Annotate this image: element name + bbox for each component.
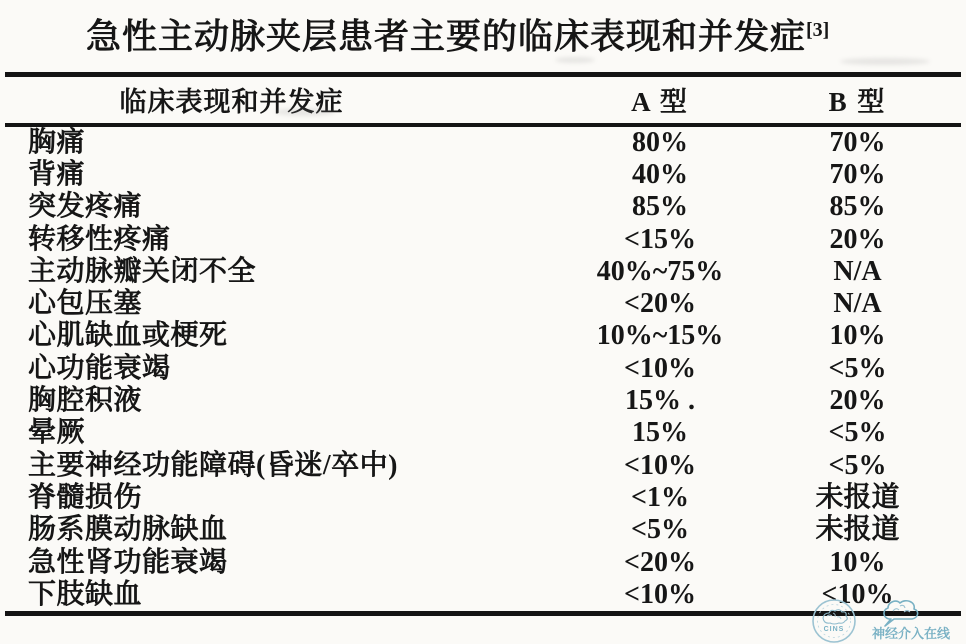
type-a-value: <10% — [624, 352, 696, 384]
table-row — [0, 482, 966, 514]
type-a-value: <20% — [624, 288, 696, 320]
type-b-value: <5% — [828, 352, 887, 384]
table-body — [0, 127, 966, 611]
site-logo — [866, 597, 960, 643]
type-a-value: <5% — [631, 514, 689, 546]
row-label: 心肌缺血或梗死 — [28, 320, 228, 352]
type-b-value: 未报道 — [815, 481, 900, 513]
scan-artifact — [840, 58, 930, 65]
row-label: 胸腔积液 — [28, 385, 143, 417]
table-header — [0, 77, 966, 123]
type-a-value: 15% . — [625, 385, 695, 417]
type-b-value: 20% — [829, 385, 886, 417]
type-b-value: 85% — [829, 191, 886, 223]
row-label: 胸痛 — [28, 126, 86, 158]
table-row — [0, 288, 966, 320]
table-row — [0, 417, 966, 449]
type-a-value: <15% — [624, 223, 696, 255]
row-label: 肠系膜动脉缺血 — [28, 514, 228, 546]
type-a-value: <20% — [624, 546, 696, 578]
type-b-value: <5% — [828, 417, 887, 449]
page-title-text: 急性主动脉夹层患者主要的临床表现和并发症 — [86, 17, 807, 57]
type-b-value: 未报道 — [815, 514, 900, 546]
type-b-value: 70% — [829, 126, 886, 158]
column-header-manifestation: 临床表现和并发症 — [119, 87, 344, 118]
type-b-value: N/A — [833, 288, 882, 320]
table-row — [0, 450, 966, 482]
type-b-value: N/A — [833, 255, 882, 287]
table-row — [0, 159, 966, 191]
type-a-value: 80% — [632, 126, 688, 158]
table-row — [0, 547, 966, 579]
type-a-value: 15% — [632, 417, 688, 449]
row-label: 急性肾功能衰竭 — [28, 546, 228, 578]
table-row — [0, 514, 966, 546]
type-a-value: <1% — [631, 481, 689, 513]
watermark — [810, 597, 960, 644]
table-row — [0, 353, 966, 385]
type-a-value: 85% — [632, 191, 688, 223]
row-label: 晕厥 — [28, 417, 86, 449]
row-label: 突发疼痛 — [28, 191, 143, 223]
type-b-value: 20% — [829, 223, 886, 255]
scan-artifact — [275, 108, 335, 116]
type-a-value: <10% — [624, 578, 696, 610]
citation-superscript: [3] — [806, 19, 830, 41]
type-a-value: 40% — [632, 158, 688, 190]
row-label: 脊髓损伤 — [28, 481, 143, 513]
row-label: 背痛 — [28, 158, 86, 190]
scan-artifact — [555, 57, 595, 63]
table-row — [0, 385, 966, 417]
type-b-value: 10% — [829, 546, 886, 578]
cins-badge-label: CINS — [823, 626, 845, 633]
page-title — [86, 6, 966, 62]
row-label: 主动脉瓣关闭不全 — [28, 255, 257, 287]
type-b-value: <10% — [821, 578, 894, 610]
type-a-value: <10% — [624, 449, 696, 481]
row-label: 主要神经功能障碍(昏迷/卒中) — [28, 449, 398, 481]
type-a-value: 40%~75% — [596, 255, 724, 287]
table-row — [0, 224, 966, 256]
type-b-value: 70% — [829, 158, 886, 190]
row-label: 下肢缺血 — [28, 578, 143, 610]
row-label: 转移性疼痛 — [28, 223, 171, 255]
row-label: 心包压塞 — [28, 288, 143, 320]
table-row — [0, 256, 966, 288]
table-row — [0, 127, 966, 159]
row-label: 心功能衰竭 — [28, 352, 171, 384]
column-header-type-a: A 型 — [631, 87, 689, 118]
type-a-value: 10%~15% — [596, 320, 724, 352]
column-header-type-b: B 型 — [828, 87, 887, 118]
table-row — [0, 191, 966, 223]
type-b-value: <5% — [828, 449, 887, 481]
site-name: 神经介入在线 — [872, 626, 951, 641]
table-row — [0, 320, 966, 352]
cins-badge-icon — [810, 597, 858, 644]
type-b-value: 10% — [829, 320, 886, 352]
